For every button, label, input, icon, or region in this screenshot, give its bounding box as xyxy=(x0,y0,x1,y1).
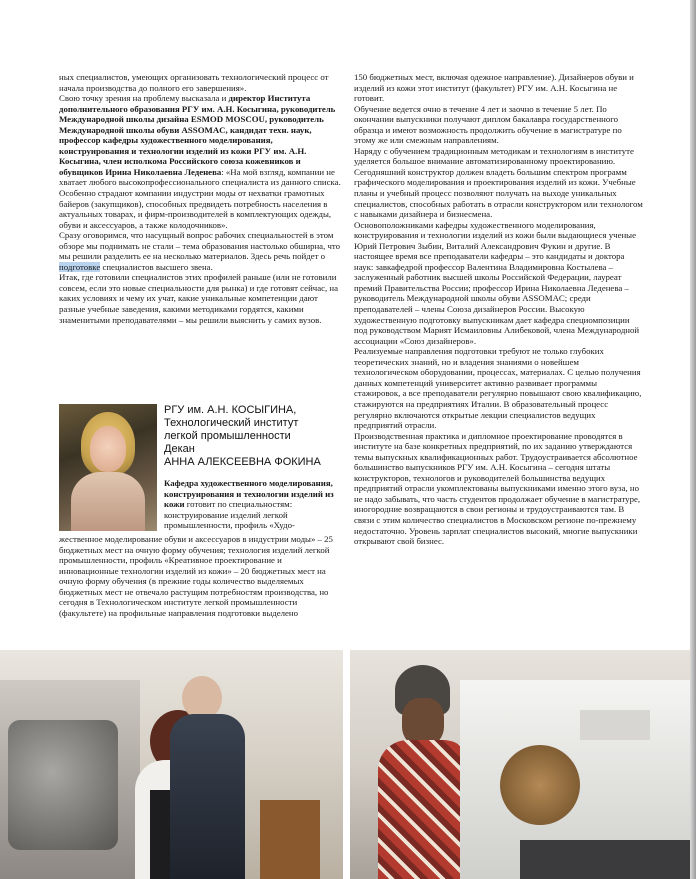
workshop-photo-right xyxy=(350,650,690,879)
left-paragraph-4: Итак, где готовили специалистов этих профилей раньше (или не готовили совсем, если это новые специальности для рынка) и где готовят сейчас, на каких условиях и чему их учат, какие уникальные компетенции дают разные учебные заведения, какими методиками гордятся, какими знаменитыми преподавателями – мы решили выяснить у самих вузов. xyxy=(59,272,339,325)
left-paragraph-3 xyxy=(59,230,342,272)
profile-description xyxy=(164,478,342,531)
profile-institute-2: легкой промышленности xyxy=(164,430,291,442)
left-p3-end: специалистов высшего звена. xyxy=(100,261,213,272)
dean-profile xyxy=(59,404,342,644)
left-column xyxy=(59,72,342,325)
right-paragraph-6: Производственная практика и дипломное проектирование проводятся в институте на базе конкретных предприятий, по их заданию утверждаются темы выпускных квалификационных работ. Трудоустраивается абсолютное большинство выпускников РГУ им. А.Н. Косыгина – сегодня штаты конструкторов, технологов и руководителей большинства ведущих предприятий отрасли укомплектованы выпускниками именно этого вуза, но не надо забывать, что часть студентов продолжает обучение в магистратуре, иногородние возвращаются в свои регионы и трудоустраиваются там. В связи с этим количество специалистов в Московском регионе по-прежнему недостаточно. Уровень зарплат специалистов высокий, многие выпускники открывают свой бизнес. xyxy=(354,430,641,547)
department-name: Кафедра художественного моделирования, конструирования и технологии изделий из кожи xyxy=(164,478,334,510)
left-p2-intro: Свою точку зрения на проблему высказала и xyxy=(59,93,229,104)
left-paragraph-2 xyxy=(59,93,342,230)
dean-portrait-image xyxy=(59,404,157,531)
highlighted-word[interactable]: подготовке xyxy=(59,261,101,272)
left-paragraph-1: ных специалистов, умеющих организовать технологический процесс от начала производства до полного его завершения». xyxy=(59,72,329,93)
profile-role: Декан xyxy=(164,443,195,455)
profile-institute: Технологический институт xyxy=(164,417,299,429)
page-edge-shadow xyxy=(690,0,696,879)
ledeneva-quote: : «На мой взгляд, компании не хватает любого высокопрофессионального специалиста из данного списка. Особенно страдают компании индустрии моды от нехватки грамотных байеров (закупщиков), способных предвидеть потребность населения в актуальных товарах, и фирм-производителей в комплектующих одежды, обуви и аксессуаров, а также колодочников». xyxy=(59,166,341,230)
right-paragraph-1: 150 бюджетных мест, включая одежное направление). Дизайнеров обуви и изделий из кожи этот институт (факультет) РГУ им. А.Н. Косыгина не готовит. xyxy=(354,72,634,104)
right-paragraph-3: Наряду с обучением традиционным методикам и технологиям в институте уделяется большое внимание автоматизированному проектированию. Сегодняшний конструктор должен владеть большим спектром программ графического моделирования и проектирования изделий из кожи. Учебные планы и учебный процесс позволяют получать на выходе уникальных специалистов, способных работать в отрасли конструктором или технологом с навыками дизайнера и бизнесмена. xyxy=(354,145,643,220)
profile-continued: жественное моделирование обуви и аксессуаров в индустрии моды» – 25 бюджетных мест на очную форму обучения; технология изделий легкой промышленности, профиль «Креативное проектирование и инновационные технологии изделий из кожи» – 20 бюджетных мест на очную форму обучения (в прежние годы количество выделяемых бюджетных мест не отвечало растущим потребностям производства, но сегодня в Технологическом институте легкой промышленности (факультете) на профильные направления подготовки выделено xyxy=(59,534,333,618)
profile-university: РГУ им. А.Н. КОСЫГИНА, xyxy=(164,404,297,416)
profile-heading xyxy=(164,404,342,469)
workshop-photo-left xyxy=(0,650,343,879)
right-paragraph-2: Обучение ведется очно в течение 4 лет и заочно в течение 5 лет. По окончании выпускники получают диплом бакалавра государственного образца и имеют возможность продолжить обучение в магистратуре по этому же или смежным направлениям. xyxy=(354,103,622,146)
right-paragraph-5: Реализуемые направления подготовки требуют не только глубоких теоретических знаний, но и владения знаниями о новейшем технологическом оборудовании, процессах, материалах. С целью получения данных компетенций университет активно развивает программы стажировок, а все преподаватели регулярно повышают свою квалификацию, стажируются на предприятиях Италии. В образовательный процесс регулярно включаются открытые лекции специалистов ведущих предприятий отрасли. xyxy=(354,346,642,431)
right-column xyxy=(354,72,644,547)
right-paragraph-4: Основоположниками кафедры художественного моделирования, конструирования и технологии изделий из кожи были выдающиеся ученые Юрий Петрович Зыбин, Виталий Александрович Фукин и другие. В настоящее время все преподаватели кафедры – это кандидаты и доктора наук: завкафедрой профессор Валентина Владимировна Костылева – заслуженный работник высшей школы Российской Федерации, лауреат премий Правительства России; профессор Ирина Николаевна Леденева – руководитель Международной школы обуви ASSOMAC; среди преподавателей – члены Союза дизайнеров России. Высокую художественную подготовку выпускникам дает кафедра специомпозиции под руководством Марият Исмаиловны Алибековой, члена Международной ассоциации «Союз дизайнеров». xyxy=(354,219,640,346)
left-p3-start: Сразу оговоримся, что насущный вопрос рабочих специальностей в этом обзоре мы поднимать не стали – тема образования настолько обширна, что мы решили разделить ее на несколько материалов. Здесь речь пойдет о xyxy=(59,230,341,262)
ledeneva-credentials: директор Института дополнительного образования РГУ им. А.Н. Косыгина, руководитель Международной школы дизайна ESMOD MOSCOU, руководитель Международной школы обуви ASSOMAC, кандидат техн. наук, профессор кафедры художественного моделирования, конструирования и технологии изделий из кожи РГУ им. А.Н. Косыгина, член исполкома Российского союза кожевников и обувщиков Ирина Николаевна Леденева xyxy=(59,93,336,177)
department-specialties: готовит по специальностям: конструирование изделий легкой промышленности, профиль «Худо- xyxy=(164,499,295,531)
profile-name: АННА АЛЕКСЕЕВНА ФОКИНА xyxy=(164,456,321,468)
